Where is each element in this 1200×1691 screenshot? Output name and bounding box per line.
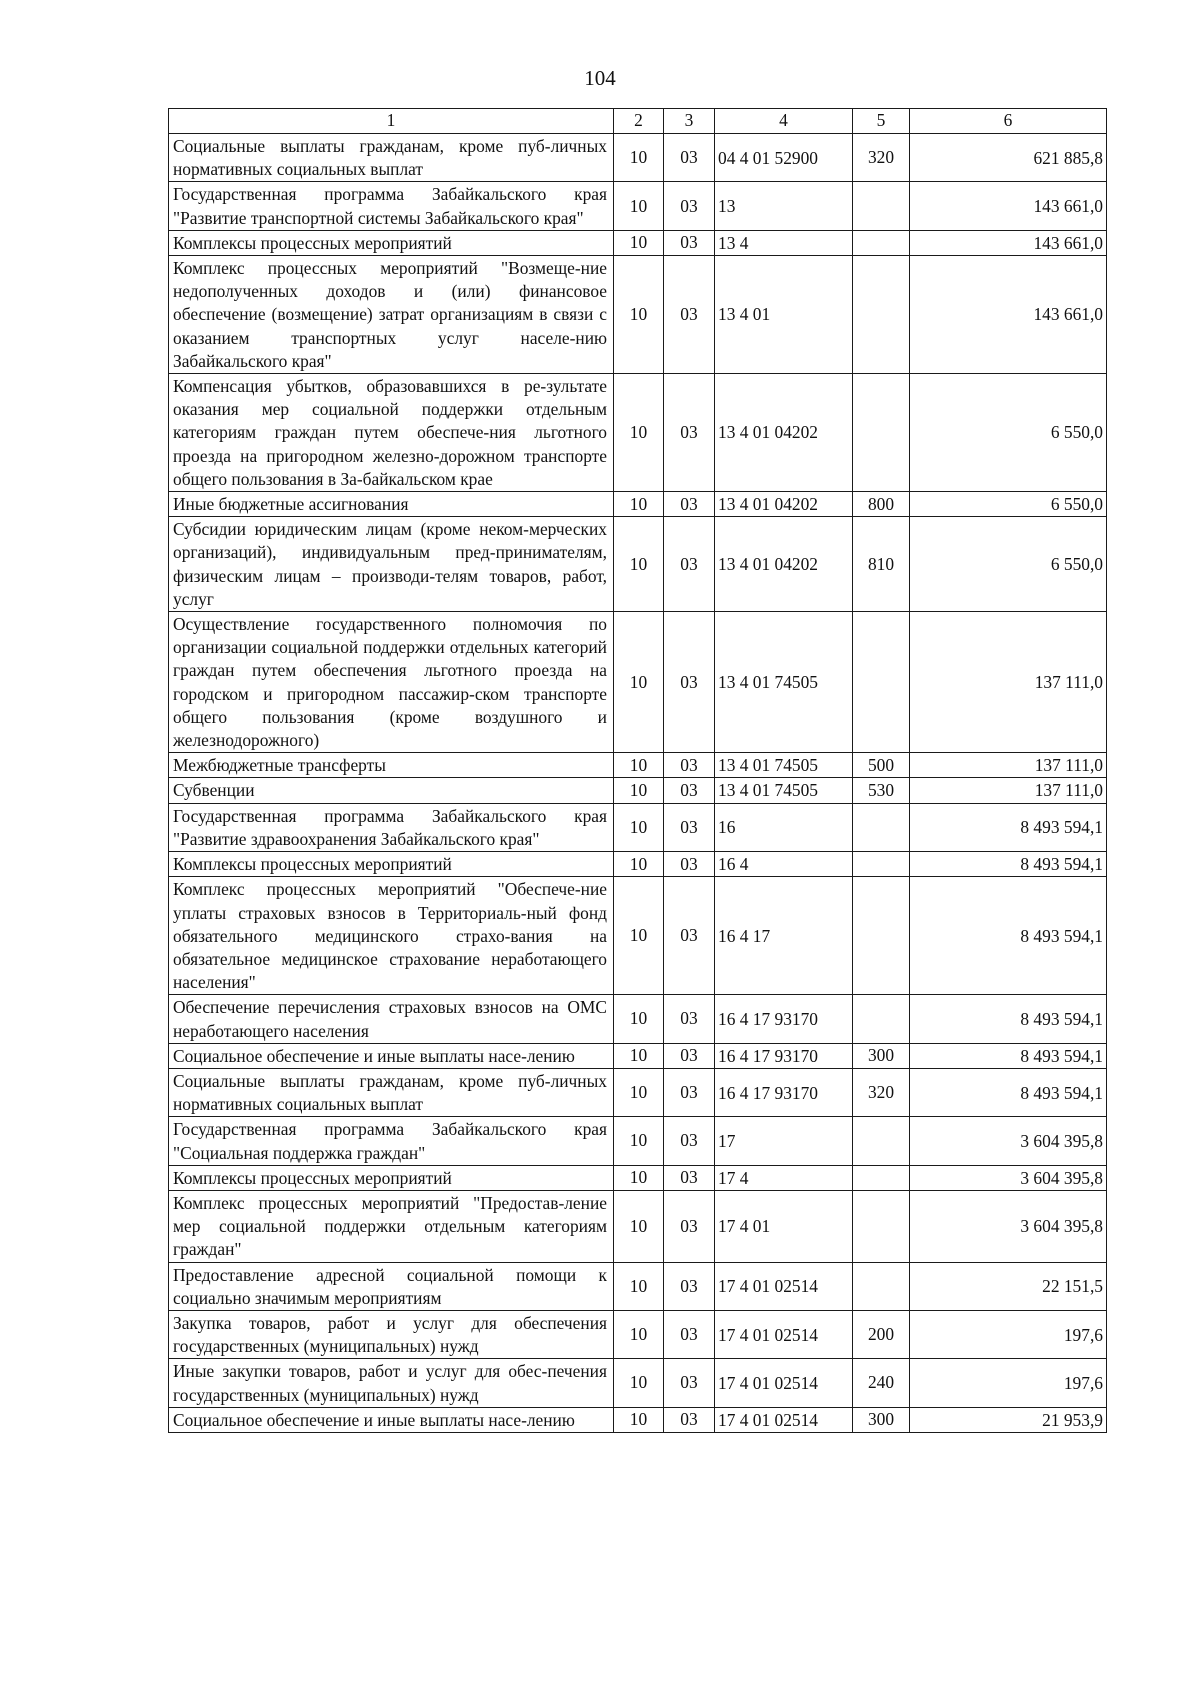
cell-target-code: 04 4 01 52900: [715, 134, 853, 182]
cell-amount: 3 604 395,8: [910, 1190, 1107, 1262]
table-row: [169, 1165, 1107, 1190]
cell-subsection: 03: [664, 134, 715, 182]
cell-subsection: 03: [664, 230, 715, 255]
table-row: [169, 753, 1107, 778]
cell-section: 10: [614, 1117, 664, 1165]
cell-subsection: 03: [664, 1117, 715, 1165]
cell-expense-type: [853, 803, 910, 851]
cell-expense-type: 240: [853, 1359, 910, 1407]
cell-subsection: 03: [664, 1359, 715, 1407]
cell-name: Комплекс процессных мероприятий "Предостав-ление мер социальной поддержки отдельным категориям граждан": [169, 1190, 614, 1262]
cell-section: 10: [614, 1359, 664, 1407]
cell-amount: 6 550,0: [910, 492, 1107, 517]
cell-name: Компенсация убытков, образовавшихся в ре-зультате оказания мер социальной поддержки отдельным категориям граждан путем обеспече-ния льготного проезда на пригородном железно-дорожном транспорте общего пользования в За-байкальском крае: [169, 374, 614, 492]
table-body: [169, 134, 1107, 1433]
cell-name: Комплекс процессных мероприятий "Возмеще-ние недополученных доходов и (или) финансовое обеспечение (возмещение) затрат организациям в связи с оказанием транспортных услуг населе-нию Забайкальского края": [169, 256, 614, 374]
table-row: [169, 230, 1107, 255]
cell-amount: 8 493 594,1: [910, 877, 1107, 995]
cell-section: 10: [614, 803, 664, 851]
cell-subsection: 03: [664, 256, 715, 374]
header-col-4: 4: [715, 109, 853, 134]
cell-expense-type: 810: [853, 517, 910, 612]
header-row: [169, 109, 1107, 134]
cell-name: Социальные выплаты гражданам, кроме пуб-личных нормативных социальных выплат: [169, 134, 614, 182]
cell-target-code: 13: [715, 182, 853, 230]
cell-target-code: 17 4 01 02514: [715, 1262, 853, 1310]
cell-name: Предоставление адресной социальной помощи к социально значимым мероприятиям: [169, 1262, 614, 1310]
table-row: [169, 877, 1107, 995]
cell-expense-type: 300: [853, 1043, 910, 1068]
cell-expense-type: 500: [853, 753, 910, 778]
cell-amount: 8 493 594,1: [910, 803, 1107, 851]
cell-amount: 22 151,5: [910, 1262, 1107, 1310]
cell-target-code: 13 4 01 74505: [715, 753, 853, 778]
cell-amount: 8 493 594,1: [910, 995, 1107, 1043]
cell-subsection: 03: [664, 374, 715, 492]
cell-target-code: 16 4 17 93170: [715, 995, 853, 1043]
cell-target-code: 16: [715, 803, 853, 851]
cell-target-code: 17: [715, 1117, 853, 1165]
cell-section: 10: [614, 995, 664, 1043]
header-col-5: 5: [853, 109, 910, 134]
table-row: [169, 1262, 1107, 1310]
cell-section: 10: [614, 517, 664, 612]
cell-expense-type: [853, 877, 910, 995]
page-number: 104: [584, 66, 616, 90]
cell-subsection: 03: [664, 517, 715, 612]
cell-amount: 621 885,8: [910, 134, 1107, 182]
cell-amount: 8 493 594,1: [910, 1043, 1107, 1068]
table-row: [169, 612, 1107, 753]
cell-subsection: 03: [664, 778, 715, 803]
cell-name: Межбюджетные трансферты: [169, 753, 614, 778]
cell-name: Комплексы процессных мероприятий: [169, 852, 614, 877]
cell-target-code: 13 4 01 04202: [715, 374, 853, 492]
cell-name: Комплексы процессных мероприятий: [169, 1165, 614, 1190]
header-col-6: 6: [910, 109, 1107, 134]
cell-target-code: 17 4 01 02514: [715, 1310, 853, 1358]
cell-section: 10: [614, 1407, 664, 1432]
table-row: [169, 492, 1107, 517]
cell-subsection: 03: [664, 1165, 715, 1190]
table-row: [169, 182, 1107, 230]
cell-subsection: 03: [664, 1190, 715, 1262]
cell-amount: 143 661,0: [910, 182, 1107, 230]
cell-subsection: 03: [664, 1262, 715, 1310]
cell-amount: 143 661,0: [910, 230, 1107, 255]
cell-amount: 197,6: [910, 1359, 1107, 1407]
cell-section: 10: [614, 182, 664, 230]
cell-target-code: 17 4 01: [715, 1190, 853, 1262]
cell-amount: 3 604 395,8: [910, 1117, 1107, 1165]
cell-amount: 137 111,0: [910, 778, 1107, 803]
cell-expense-type: [853, 1117, 910, 1165]
cell-target-code: 13 4 01 74505: [715, 612, 853, 753]
cell-section: 10: [614, 1190, 664, 1262]
cell-target-code: 13 4 01 74505: [715, 778, 853, 803]
cell-expense-type: 530: [853, 778, 910, 803]
cell-amount: 137 111,0: [910, 612, 1107, 753]
table-row: [169, 1117, 1107, 1165]
cell-name: Государственная программа Забайкальского края "Развитие здравоохранения Забайкальского края": [169, 803, 614, 851]
cell-expense-type: 320: [853, 1068, 910, 1116]
cell-amount: 3 604 395,8: [910, 1165, 1107, 1190]
cell-target-code: 13 4 01 04202: [715, 517, 853, 612]
cell-section: 10: [614, 852, 664, 877]
cell-name: Социальное обеспечение и иные выплаты насе-лению: [169, 1407, 614, 1432]
table-row: [169, 134, 1107, 182]
cell-section: 10: [614, 1068, 664, 1116]
cell-section: 10: [614, 1262, 664, 1310]
header-col-3: 3: [664, 109, 715, 134]
cell-subsection: 03: [664, 753, 715, 778]
table-row: [169, 1043, 1107, 1068]
cell-name: Субвенции: [169, 778, 614, 803]
cell-target-code: 17 4 01 02514: [715, 1407, 853, 1432]
cell-name: Субсидии юридическим лицам (кроме неком-мерческих организаций), индивидуальным пред-принимателям, физическим лицам – производи-телям товаров, работ, услуг: [169, 517, 614, 612]
cell-expense-type: [853, 256, 910, 374]
cell-name: Обеспечение перечисления страховых взносов на ОМС неработающего населения: [169, 995, 614, 1043]
cell-expense-type: 200: [853, 1310, 910, 1358]
cell-name: Осуществление государственного полномочия по организации социальной поддержки отдельных категорий граждан путем обеспечения льготного проезда на городском и пригородном пассажир-ском транспорте общего пользования (кроме воздушного и железнодорожного): [169, 612, 614, 753]
cell-section: 10: [614, 612, 664, 753]
cell-section: 10: [614, 753, 664, 778]
cell-section: 10: [614, 877, 664, 995]
table-row: [169, 778, 1107, 803]
cell-target-code: 13 4 01 04202: [715, 492, 853, 517]
cell-target-code: 16 4 17 93170: [715, 1068, 853, 1116]
table-row: [169, 1310, 1107, 1358]
cell-subsection: 03: [664, 492, 715, 517]
table-row: [169, 1068, 1107, 1116]
cell-expense-type: [853, 1262, 910, 1310]
cell-subsection: 03: [664, 182, 715, 230]
header-col-2: 2: [614, 109, 664, 134]
cell-section: 10: [614, 1043, 664, 1068]
cell-expense-type: [853, 1190, 910, 1262]
cell-expense-type: 800: [853, 492, 910, 517]
cell-target-code: 16 4 17: [715, 877, 853, 995]
table-row: [169, 517, 1107, 612]
cell-target-code: 13 4 01: [715, 256, 853, 374]
cell-section: 10: [614, 1165, 664, 1190]
table-row: [169, 1359, 1107, 1407]
cell-expense-type: 320: [853, 134, 910, 182]
cell-subsection: 03: [664, 852, 715, 877]
table-row: [169, 1407, 1107, 1432]
table-row: [169, 803, 1107, 851]
cell-amount: 6 550,0: [910, 374, 1107, 492]
cell-target-code: 16 4 17 93170: [715, 1043, 853, 1068]
cell-subsection: 03: [664, 877, 715, 995]
cell-section: 10: [614, 492, 664, 517]
cell-amount: 6 550,0: [910, 517, 1107, 612]
cell-amount: 21 953,9: [910, 1407, 1107, 1432]
cell-expense-type: [853, 995, 910, 1043]
table-row: [169, 256, 1107, 374]
cell-section: 10: [614, 230, 664, 255]
cell-section: 10: [614, 778, 664, 803]
cell-name: Закупка товаров, работ и услуг для обеспечения государственных (муниципальных) нужд: [169, 1310, 614, 1358]
table-row: [169, 995, 1107, 1043]
cell-target-code: 13 4: [715, 230, 853, 255]
cell-subsection: 03: [664, 1043, 715, 1068]
cell-subsection: 03: [664, 1310, 715, 1358]
table-row: [169, 852, 1107, 877]
cell-amount: 8 493 594,1: [910, 1068, 1107, 1116]
cell-name: Государственная программа Забайкальского края "Социальная поддержка граждан": [169, 1117, 614, 1165]
cell-name: Государственная программа Забайкальского края "Развитие транспортной системы Забайкальского края": [169, 182, 614, 230]
budget-table: [168, 108, 1107, 1433]
cell-subsection: 03: [664, 612, 715, 753]
cell-name: Комплексы процессных мероприятий: [169, 230, 614, 255]
cell-section: 10: [614, 1310, 664, 1358]
cell-name: Социальные выплаты гражданам, кроме пуб-личных нормативных социальных выплат: [169, 1068, 614, 1116]
cell-section: 10: [614, 374, 664, 492]
cell-subsection: 03: [664, 803, 715, 851]
cell-subsection: 03: [664, 1068, 715, 1116]
budget-table-container: [168, 108, 1106, 1433]
cell-target-code: 16 4: [715, 852, 853, 877]
cell-expense-type: [853, 230, 910, 255]
cell-name: Иные бюджетные ассигнования: [169, 492, 614, 517]
cell-expense-type: 300: [853, 1407, 910, 1432]
cell-amount: 137 111,0: [910, 753, 1107, 778]
cell-subsection: 03: [664, 1407, 715, 1432]
table-row: [169, 1190, 1107, 1262]
table-header: [169, 109, 1107, 134]
cell-expense-type: [853, 1165, 910, 1190]
cell-target-code: 17 4: [715, 1165, 853, 1190]
cell-amount: 197,6: [910, 1310, 1107, 1358]
cell-subsection: 03: [664, 995, 715, 1043]
table-row: [169, 374, 1107, 492]
cell-expense-type: [853, 374, 910, 492]
header-col-1: 1: [169, 109, 614, 134]
cell-amount: 8 493 594,1: [910, 852, 1107, 877]
cell-expense-type: [853, 852, 910, 877]
cell-name: Иные закупки товаров, работ и услуг для обес-печения государственных (муниципальных) нужд: [169, 1359, 614, 1407]
cell-section: 10: [614, 256, 664, 374]
cell-name: Социальное обеспечение и иные выплаты насе-лению: [169, 1043, 614, 1068]
cell-section: 10: [614, 134, 664, 182]
cell-amount: 143 661,0: [910, 256, 1107, 374]
cell-name: Комплекс процессных мероприятий "Обеспече-ние уплаты страховых взносов в Территориаль-ный фонд обязательного медицинского страхо-вания на обязательное медицинское страхование неработающего населения": [169, 877, 614, 995]
cell-expense-type: [853, 612, 910, 753]
cell-expense-type: [853, 182, 910, 230]
cell-target-code: 17 4 01 02514: [715, 1359, 853, 1407]
